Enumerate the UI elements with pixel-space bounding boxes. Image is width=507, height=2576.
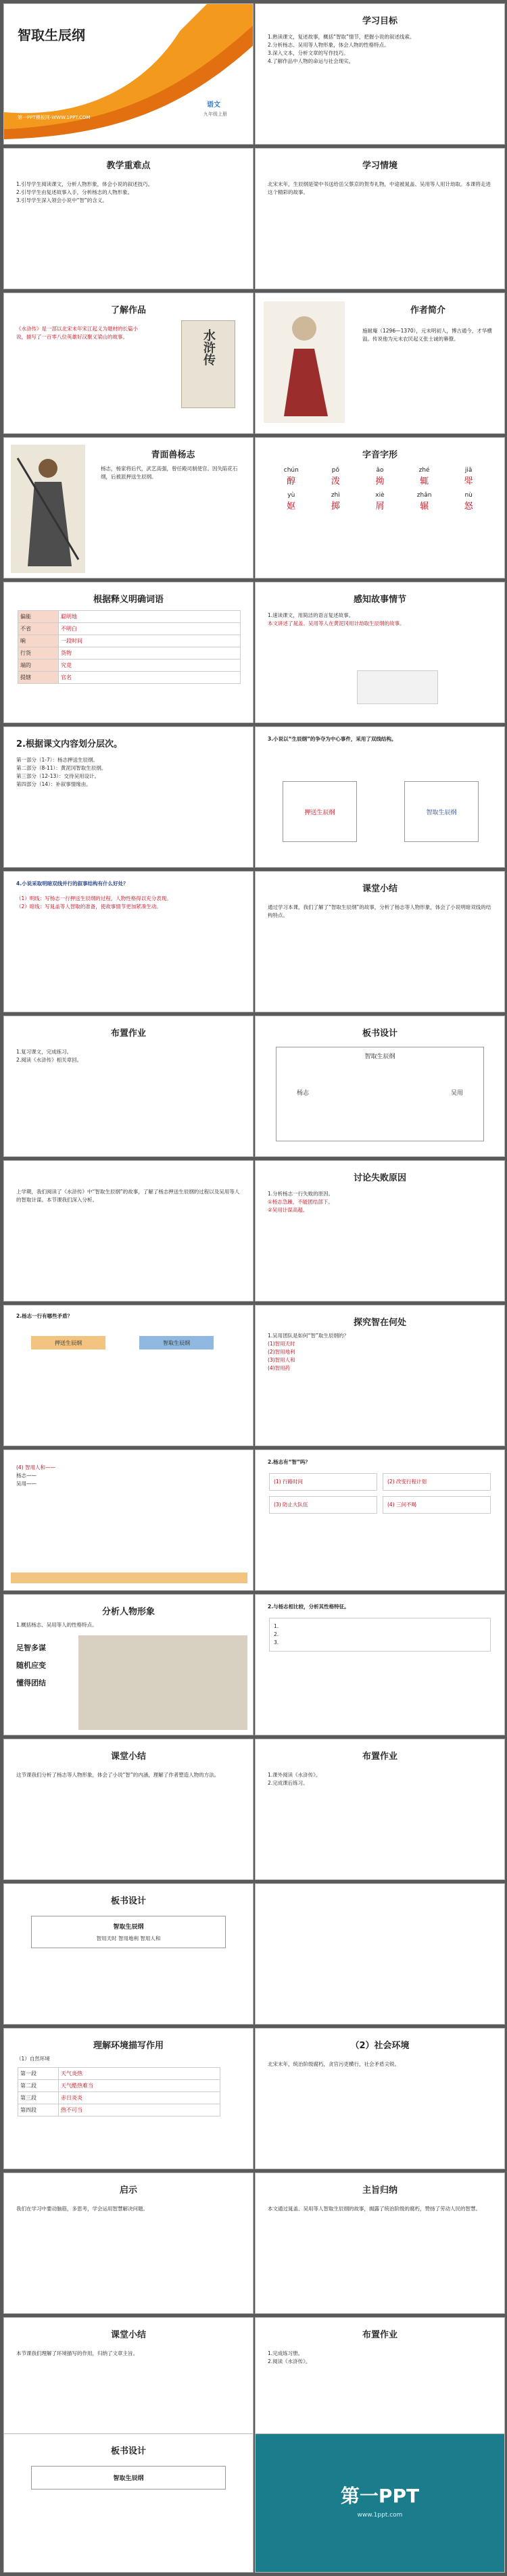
failure-a2: ②吴用计谋高超。: [268, 1207, 308, 1213]
yangzhi-image: [11, 445, 85, 573]
slide-plot[interactable]: [255, 582, 505, 723]
author-portrait: [264, 301, 345, 423]
slide-heading: 学习情境: [362, 161, 397, 171]
slide-work[interactable]: [3, 293, 254, 434]
slide-conflicts[interactable]: [3, 1305, 254, 1446]
compare-box: 1. 2. 3.: [269, 1618, 491, 1652]
wisdom-grid: (1) 行路时间 (2) 改变行程计划 (3) 防止大队伍 (4) 三问不喝: [256, 1466, 504, 1520]
slide-objectives[interactable]: [255, 3, 505, 145]
slide-wisdom[interactable]: [255, 1305, 505, 1446]
warrior-icon: [11, 445, 85, 573]
wisdom-3: (3)智用人和: [268, 1357, 295, 1363]
slide-heading: 主旨归纳: [362, 2185, 397, 2196]
slide-heading: 启示: [119, 2185, 137, 2196]
word-item: jiǎ 斝: [464, 467, 473, 487]
slide-theme[interactable]: [255, 2173, 505, 2314]
word-item: chún 醇: [283, 467, 299, 487]
table-row: 第四段 热不可当: [18, 2104, 220, 2116]
word-item: ǎo 拗: [375, 467, 385, 487]
context-text: 北宋末年，生辰纲是梁中书送给岳父蔡京的贺寿礼物，中途被晁盖、吴用等人用计劫取。本课将走进这个精彩的故事。: [268, 181, 491, 195]
site-text: 第一PPT模板网-WWW.1PPT.COM: [18, 115, 91, 120]
bottom-bar: [11, 1572, 247, 1583]
slide-heading: 课堂小结: [110, 1752, 146, 1762]
trait-3: 懂得团结: [16, 1679, 46, 1687]
slide-homework-2[interactable]: [255, 1739, 505, 1880]
slide-context[interactable]: [255, 148, 505, 289]
slide-key-points[interactable]: [3, 148, 254, 289]
slide-heading: 课堂小结: [110, 2330, 146, 2340]
slide-heading: 探究智在何处: [353, 1318, 406, 1328]
slide-board-3[interactable]: [3, 2433, 254, 2573]
portrait-figure-icon: [264, 301, 345, 423]
slide-heading: 板书设计: [110, 2446, 146, 2456]
line-2: （2）暗线：写晁盖等人智取的准备，使故事情节更加紧凑生动。: [16, 903, 162, 910]
slide-board-1[interactable]: [255, 1016, 505, 1157]
slide-sections[interactable]: [3, 726, 254, 868]
failure-q: 1.分析杨志一行失败的原因。: [268, 1191, 334, 1197]
slide-structure[interactable]: [255, 726, 505, 868]
summary3-text: 本节课我们理解了环境描写的作用，归纳了文章主旨。: [16, 2350, 138, 2356]
work-text: 《水浒传》是一部以北宋末年宋江起义为题材的长篇小说，描写了一百零八位英雄好汉聚义梁山的故事。: [16, 326, 138, 340]
summary2-text: 这节课我们分析了杨志等人物形象，体会了小说“智”的内涵，理解了作者塑造人物的方法。: [16, 1772, 220, 1778]
env-sub: （1）自然环境: [16, 2056, 50, 2062]
harmony-2: 杨志——: [16, 1472, 37, 1479]
board3-box: 智取生辰纲: [31, 2466, 226, 2490]
section-3: 第三部分（12-13）：交待吴用设计。: [16, 773, 100, 779]
slide-failure[interactable]: [255, 1160, 505, 1302]
slide-heading: 感知故事情节: [353, 595, 406, 605]
logo-text: 第一PPT: [340, 2485, 420, 2507]
slide-title[interactable]: [3, 3, 254, 145]
board2-box: 智取生辰纲 智用天时 智用地利 智用人和: [31, 1916, 226, 1948]
slide-heading: 4.小说采取明暗双线并行的叙事结构有什么好处？: [16, 881, 128, 887]
slide-heading: 3.小说以“生辰纲”的争夺为中心事件，采用了双线结构。: [268, 736, 397, 742]
word-item: yù 妪: [287, 492, 296, 512]
point-1: 1.引导学生阅读课文，分析人物形象，体会小说的叙述技巧。: [16, 181, 153, 187]
left-label: 押送生辰纲: [31, 1336, 105, 1349]
table-row: 提辖 官名: [18, 672, 241, 684]
slide-heading: 青面兽杨志: [151, 450, 195, 460]
slide-heading: 讨论失败原因: [353, 1173, 406, 1183]
left-box: 押送生辰纲: [283, 781, 357, 842]
slide-heading: 板书设计: [110, 1896, 146, 1906]
slide-heading: 布置作业: [110, 1029, 146, 1039]
slide-characters[interactable]: [3, 1594, 254, 1735]
section-4: 第四部分（14）：补叙事情缘由。: [16, 781, 91, 787]
slide-heading: 理解环境描写作用: [93, 2041, 164, 2051]
author-text: 施耐庵（1296—1370），元末明初人，博古通今，才华横溢。传说他为元末农民起义张士诚的幕僚。: [362, 328, 492, 342]
homework3-1: 1.完成练习册。: [268, 2350, 304, 2356]
summary-text: 通过学习本课，我们了解了“智取生辰纲”的故事，分析了杨志等人物形象，体会了小说明暗双线的结构特点。: [268, 904, 491, 918]
vocab-table: [18, 610, 241, 684]
slide-title-text: 智取生辰纲: [18, 27, 85, 43]
objective-4: 4.了解作品中人物的命运与社会现实。: [268, 58, 354, 64]
point-3: 3.引导学生深入领会小说中“智”的含义。: [16, 197, 107, 203]
slide-heading: 2.杨志有“智”吗？: [268, 1459, 310, 1465]
social-text: 北宋末年，统治阶级腐朽，贪官污吏横行，社会矛盾尖锐。: [268, 2061, 400, 2067]
right-label: 智取生辰纲: [139, 1336, 214, 1349]
slide-social[interactable]: [255, 2028, 505, 2169]
slide-heading: 2.杨志一行有哪些矛盾？: [16, 1313, 73, 1319]
slide-yangzhi[interactable]: [3, 437, 254, 578]
table-row: 第三段 赤日炎炎: [18, 2092, 220, 2104]
slide-heading: 布置作业: [362, 1752, 397, 1762]
board-diagram: 智取生辰纲 杨志 吴用: [276, 1047, 484, 1141]
word-item: xiè 屑: [375, 492, 385, 512]
objective-1: 1.熟读课文，复述故事，概括“智取”情节，把握小说的叙述线索。: [268, 34, 415, 40]
slide-dual-line[interactable]: [3, 871, 254, 1012]
plot-answer: 本文讲述了晁盖、吴用等人在黄泥冈用计劫取生辰纲的故事。: [268, 620, 405, 626]
line-1: （1）明线：写杨志一行押送生辰纲的过程，人物性格得以充分表现。: [16, 895, 172, 901]
wisdom-2: (2)智用地利: [268, 1349, 295, 1355]
slide-heading: 教学重难点: [106, 161, 151, 171]
homework2-2: 2.完成课后练习。: [268, 1780, 308, 1786]
slide-heading: （2）社会环境: [350, 2041, 410, 2051]
slide-heading: 了解作品: [110, 305, 146, 316]
wisdom-4: (4)智用药: [268, 1365, 291, 1371]
slide-heading: 2.根据课文内容划分层次。: [16, 739, 122, 749]
harmony-3: 吴用——: [16, 1481, 37, 1487]
table-row: 端的 究竟: [18, 660, 241, 672]
slide-heading: 作者简介: [410, 305, 445, 316]
trait-1: 足智多谋: [16, 1643, 46, 1652]
intro-text: 上学期，我们阅读了《水浒传》中“智取生辰纲”的故事，了解了杨志押送生辰纲的过程以及吴用等人的智取计谋。本节课我们深入分析。: [16, 1189, 240, 1203]
point-2: 2.引导学生由复述故事入手，分析杨志的人物形象。: [16, 189, 133, 195]
slide-summary-1[interactable]: [255, 871, 505, 1012]
wisdom-q: 1.吴用团队是如何“智”取生辰纲的？: [268, 1333, 349, 1339]
table-row: 行货 货物: [18, 647, 241, 660]
objective-3: 3.深入文本，分析文章的写作技巧。: [268, 50, 349, 56]
slide-pronunciation[interactable]: [255, 437, 505, 578]
homework3-2: 2.阅读《水浒传》。: [268, 2358, 311, 2364]
slide-author[interactable]: [255, 293, 505, 434]
slide-blank: [255, 1883, 505, 2025]
slide-compare[interactable]: [255, 1594, 505, 1735]
objective-2: 2.分析杨志、吴用等人物形象，体会人物的性格特点。: [268, 42, 389, 48]
homework-2: 2.阅读《水浒传》相关章回。: [16, 1057, 82, 1063]
word-item: zhǎn 辗: [416, 492, 432, 512]
slide-heading: 布置作业: [362, 2330, 397, 2340]
harmony-1: (4) 智用人和——: [16, 1464, 56, 1470]
homework2-1: 1.课外阅读《水浒传》。: [268, 1772, 321, 1778]
word-item: nù 怒: [464, 492, 473, 512]
table-row: 不省 不明白: [18, 623, 241, 635]
slide-yangzhi-wisdom[interactable]: [255, 1450, 505, 1591]
word-grid: [256, 460, 504, 518]
yangzhi-text: 杨志，杨家将后代，武艺高强，曾任殿司制使官。因失陷花石纲，后被派押送生辰纲。: [101, 466, 238, 480]
book-title: 水浒传: [201, 329, 216, 366]
characters-q: 1.概括杨志、吴用等人的性格特点。: [16, 1622, 97, 1628]
slide-heading: 字音字形: [362, 450, 397, 460]
right-box: 智取生辰纲: [404, 781, 479, 842]
table-row: 第二段 天气酷热难当: [18, 2080, 220, 2092]
theme-text: 本文通过晁盖、吴用等人智取生辰纲的故事，揭露了统治阶级的腐朽，赞扬了劳动人民的智慧。: [268, 2206, 481, 2212]
slide-heading: 分析人物形象: [101, 1607, 155, 1617]
wisdom-1: (1)智用天时: [268, 1341, 295, 1347]
homework-1: 1.复习课文，完成练习。: [16, 1049, 72, 1055]
failure-a1: ①杨志急躁，不能团结部下。: [268, 1199, 333, 1205]
grade-text: 九年级上册: [203, 112, 227, 117]
table-row: 第一段 天气炎热: [18, 2068, 220, 2080]
slide-heading: 课堂小结: [362, 884, 397, 894]
logo-url: www.1ppt.com: [357, 2512, 403, 2519]
slide-heading: 板书设计: [362, 1029, 397, 1039]
table-row: 晌 一段时间: [18, 635, 241, 647]
slide-harmony[interactable]: [3, 1450, 254, 1591]
word-item: zhì 掷: [331, 492, 340, 512]
trait-2: 随机应变: [16, 1661, 46, 1670]
slide-board-2[interactable]: [3, 1883, 254, 2025]
word-item: pō 泼: [331, 467, 340, 487]
slide-intro-2[interactable]: [3, 1160, 254, 1302]
battle-scene-image: [78, 1635, 247, 1730]
slide-vocab[interactable]: [3, 582, 254, 723]
slide-logo[interactable]: [255, 2433, 505, 2573]
table-row: 偏能 聪明地: [18, 611, 241, 623]
slide-environment[interactable]: [3, 2028, 254, 2169]
slide-heading: 根据释义明确词语: [93, 595, 164, 605]
env-table: [18, 2067, 220, 2116]
subject-text: 语文: [207, 101, 220, 109]
slide-heading: 2.与杨志相比较，分析其性格特征。: [268, 1604, 349, 1610]
section-2: 第二部分（8-11）：黄泥冈智取生辰纲。: [16, 765, 107, 771]
slide-heading: 学习目标: [362, 16, 397, 26]
slide-homework-1[interactable]: [3, 1016, 254, 1157]
note-box: [357, 670, 438, 704]
insight-text: 我们在学习中要动脑筋，多思考，学会运用智慧解决问题。: [16, 2206, 148, 2212]
slide-summary-2[interactable]: [3, 1739, 254, 1880]
slide-insight[interactable]: [3, 2173, 254, 2314]
section-1: 第一部分（1-7）：杨志押送生辰纲。: [16, 757, 98, 763]
word-item: zhé 辄: [418, 467, 430, 487]
plot-question: 1.速读课文，用简洁的语言复述故事。: [268, 612, 354, 618]
book-cover-image: [181, 320, 235, 408]
